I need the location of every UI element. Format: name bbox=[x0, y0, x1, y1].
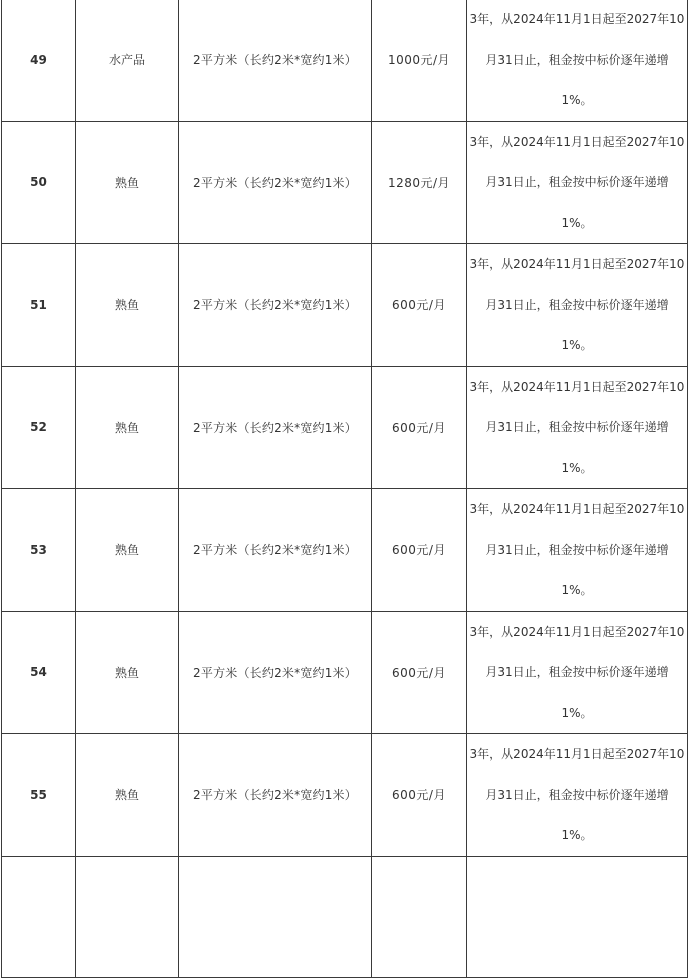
stall-rent: 600元/月 bbox=[372, 734, 467, 857]
lease-term-line: 月31日止，租金按中标价逐年递增 bbox=[485, 52, 669, 67]
stall-category: 熟鱼 bbox=[76, 734, 179, 857]
table-row-partial bbox=[2, 856, 688, 977]
lease-term-line: 月31日止，租金按中标价逐年递增 bbox=[485, 787, 669, 802]
lease-term-line: 月31日止，租金按中标价逐年递增 bbox=[485, 297, 669, 312]
stall-area: 2平方米（长约2米*宽约1米） bbox=[179, 121, 372, 244]
lease-term bbox=[467, 244, 688, 367]
table-row bbox=[2, 489, 688, 612]
lease-table-body bbox=[2, 0, 688, 977]
stall-number: 49 bbox=[2, 0, 76, 121]
lease-term bbox=[467, 611, 688, 734]
stall-number: 54 bbox=[2, 611, 76, 734]
lease-term-line: 3年，从2024年11月1日起至2027年10 bbox=[469, 379, 685, 394]
lease-term-line: 3年，从2024年11月1日起至2027年10 bbox=[469, 624, 685, 639]
lease-term-line: 3年，从2024年11月1日起至2027年10 bbox=[469, 747, 685, 761]
lease-term-line: 1%。 bbox=[561, 215, 593, 230]
table-row bbox=[2, 611, 688, 734]
lease-term-line: 月31日止，租金按中标价逐年递增 bbox=[485, 420, 669, 434]
lease-term-line: 月31日止，租金按中标价逐年递增 bbox=[485, 175, 669, 189]
stall-rent: 600元/月 bbox=[372, 611, 467, 734]
lease-term-line: 3年，从2024年11月1日起至2027年10 bbox=[469, 134, 685, 149]
lease-term-line: 1%。 bbox=[561, 828, 593, 842]
stall-category: 熟鱼 bbox=[76, 121, 179, 244]
stall-rent: 1000元/月 bbox=[372, 0, 467, 121]
lease-term bbox=[467, 489, 688, 612]
stall-number: 52 bbox=[2, 366, 76, 489]
stall-number: 50 bbox=[2, 121, 76, 244]
stall-category: 水产品 bbox=[76, 0, 179, 121]
stall-number: 55 bbox=[2, 734, 76, 857]
stall-area: 2平方米（长约2米*宽约1米） bbox=[179, 366, 372, 489]
stall-rent: 600元/月 bbox=[372, 489, 467, 612]
table-row bbox=[2, 244, 688, 367]
stall-area: 2平方米（长约2米*宽约1米） bbox=[179, 0, 372, 121]
table-row bbox=[2, 366, 688, 489]
lease-term-line: 1%。 bbox=[561, 583, 593, 597]
lease-term-line: 3年，从2024年11月1日起至2027年10 bbox=[469, 502, 685, 516]
stall-category: 熟鱼 bbox=[76, 244, 179, 367]
lease-term-line: 3年，从2024年11月1日起至2027年10 bbox=[469, 12, 685, 26]
lease-term-line: 1%。 bbox=[561, 93, 593, 107]
lease-term bbox=[467, 121, 688, 244]
stall-number: 51 bbox=[2, 244, 76, 367]
stall-rent: 600元/月 bbox=[372, 244, 467, 367]
stall-number: 53 bbox=[2, 489, 76, 612]
stall-area: 2平方米（长约2米*宽约1米） bbox=[179, 734, 372, 857]
stall-category: 熟鱼 bbox=[76, 611, 179, 734]
stall-lease-table bbox=[1, 0, 688, 978]
lease-term bbox=[467, 0, 688, 121]
lease-term-line: 月31日止，租金按中标价逐年递增 bbox=[485, 665, 669, 679]
stall-category: 熟鱼 bbox=[76, 366, 179, 489]
lease-term bbox=[467, 366, 688, 489]
table-row bbox=[2, 0, 688, 121]
stall-rent: 1280元/月 bbox=[372, 121, 467, 244]
lease-term bbox=[467, 734, 688, 857]
table-row bbox=[2, 121, 688, 244]
lease-term-line: 月31日止，租金按中标价逐年递增 bbox=[485, 542, 669, 557]
lease-term-line: 1%。 bbox=[561, 460, 593, 475]
stall-area: 2平方米（长约2米*宽约1米） bbox=[179, 244, 372, 367]
lease-term-line: 1%。 bbox=[561, 338, 593, 352]
lease-term-line: 3年，从2024年11月1日起至2027年10 bbox=[469, 257, 685, 271]
lease-term-line: 1%。 bbox=[561, 705, 593, 720]
stall-area: 2平方米（长约2米*宽约1米） bbox=[179, 611, 372, 734]
stall-rent: 600元/月 bbox=[372, 366, 467, 489]
stall-category: 熟鱼 bbox=[76, 489, 179, 612]
stall-area: 2平方米（长约2米*宽约1米） bbox=[179, 489, 372, 612]
table-row bbox=[2, 734, 688, 857]
